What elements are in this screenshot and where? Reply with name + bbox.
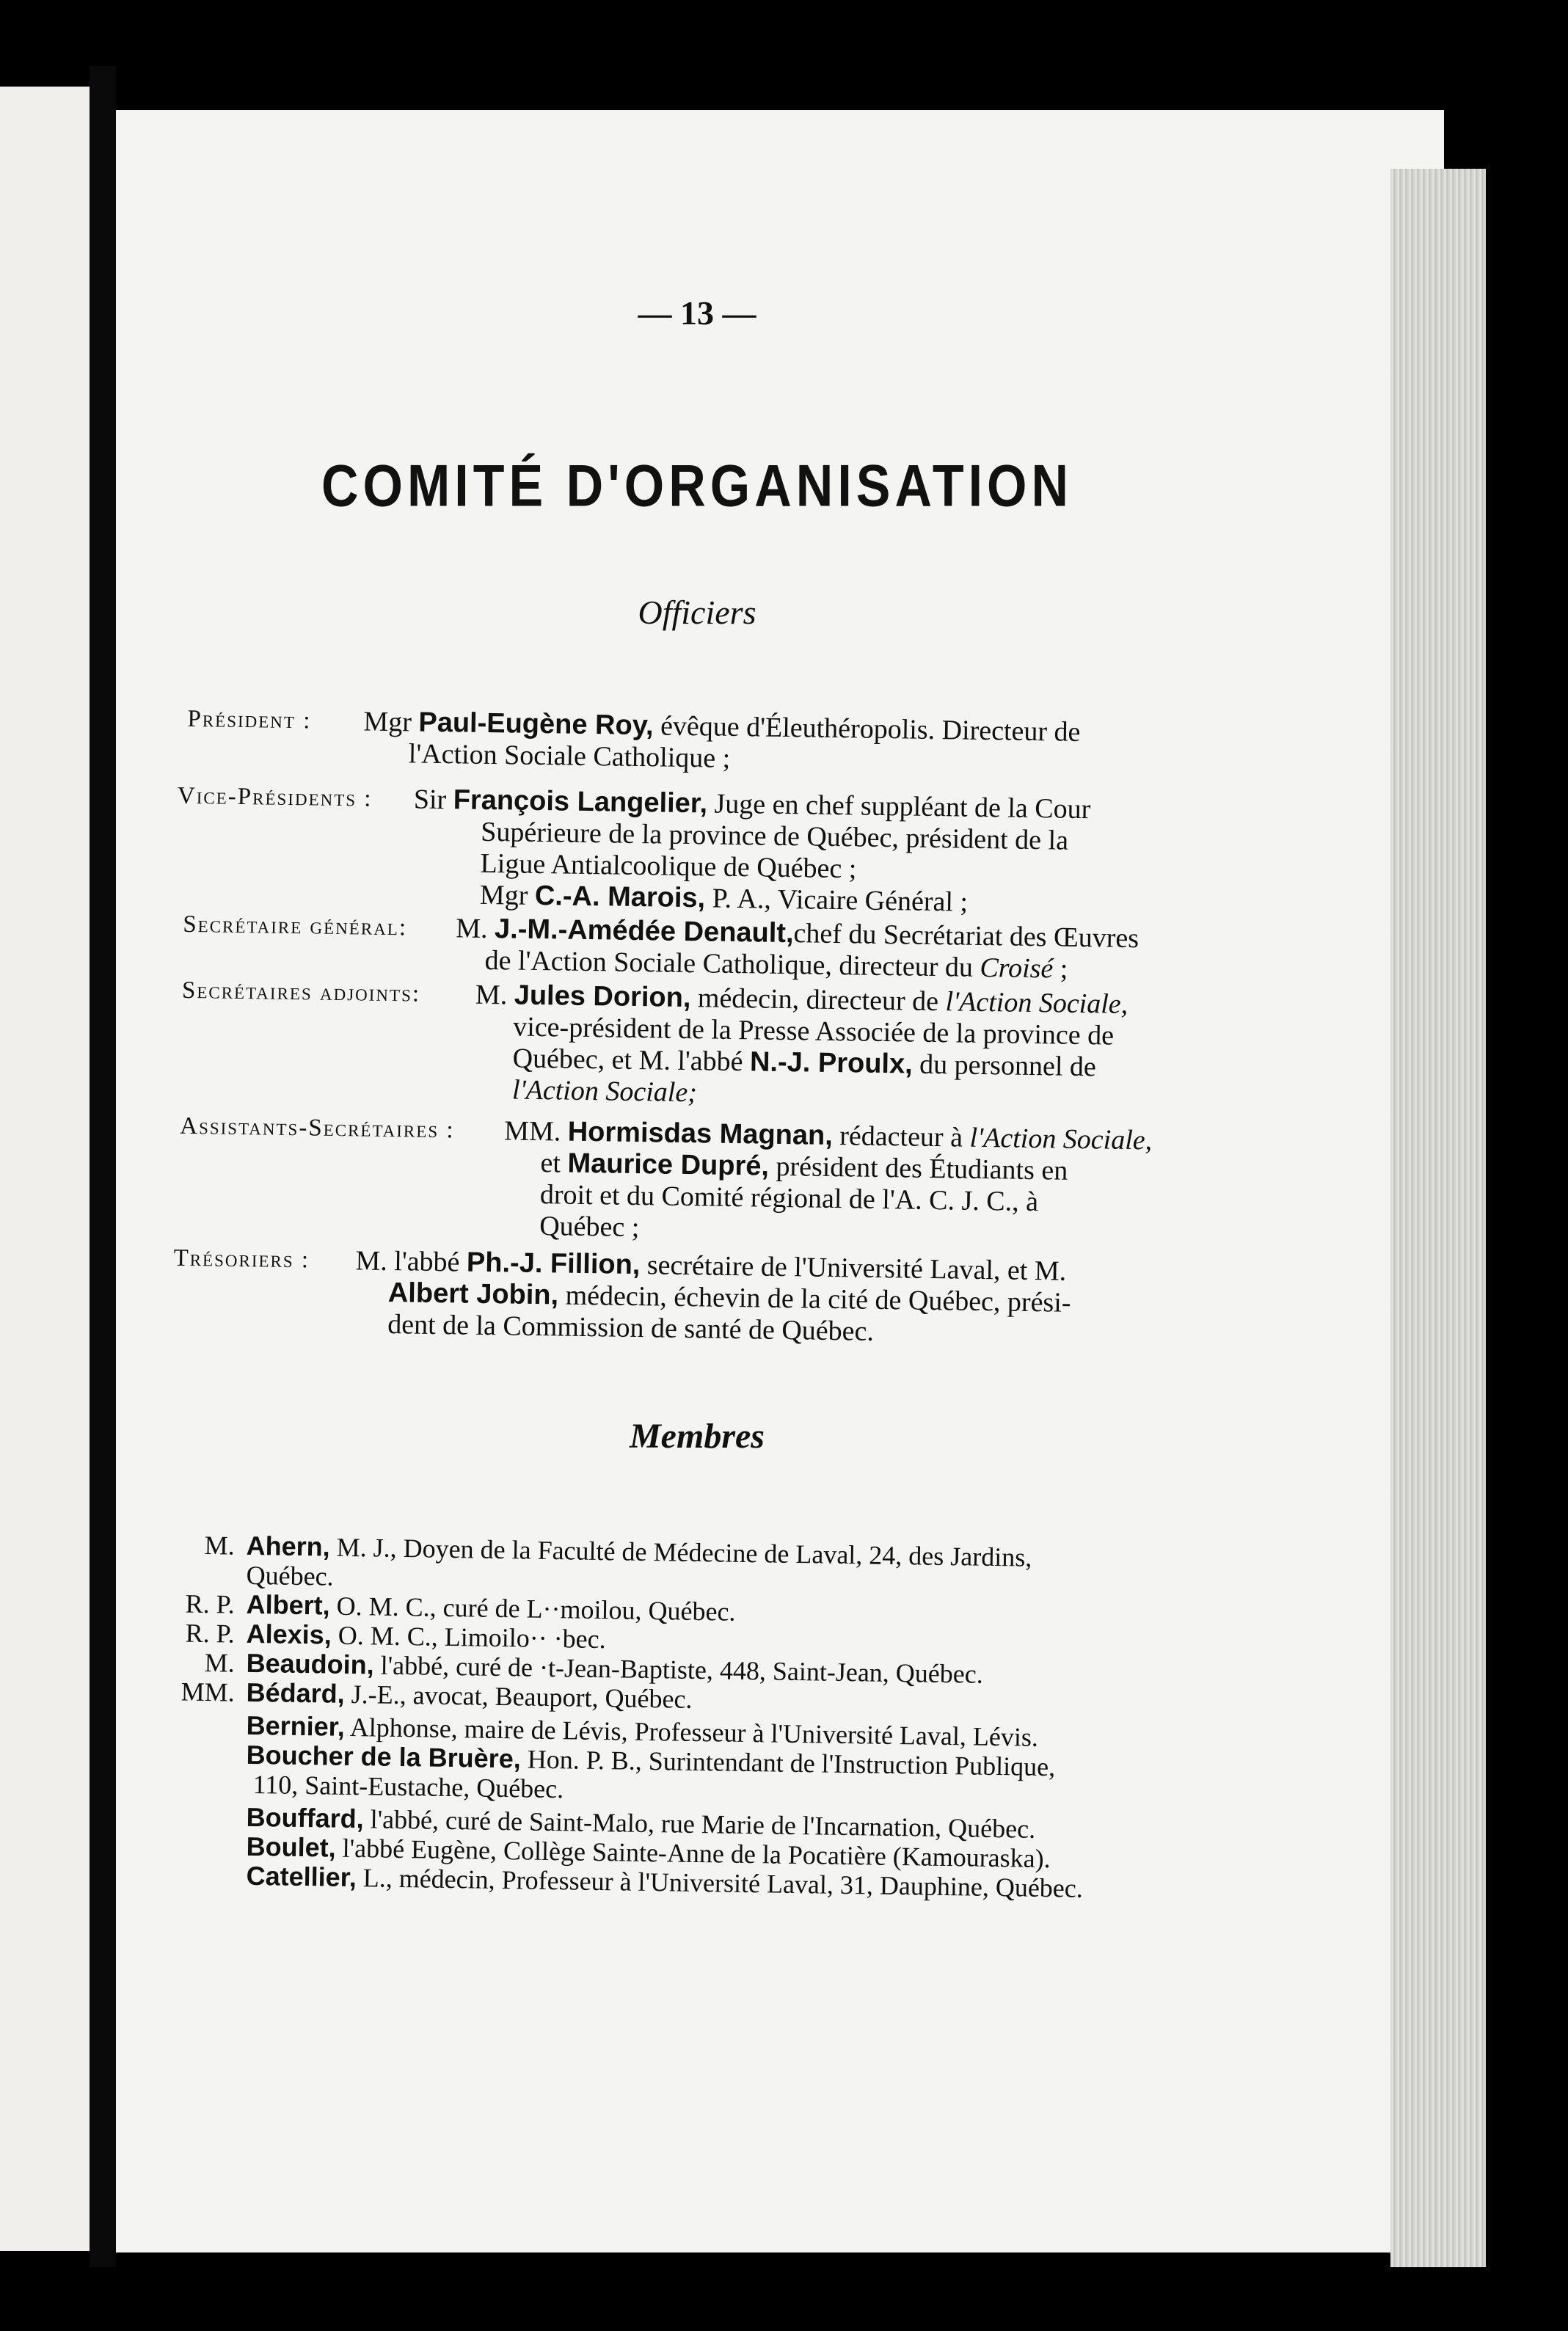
text-run: droit et du Comité régional de l'A. C. J. C., à [539,1179,1039,1218]
text-run: secrétaire de l'Université Laval, et M. [640,1250,1067,1287]
text-run: Supérieure de la province de Québec, président de la [480,816,1069,856]
italic-text: Croisé [980,952,1054,985]
name-bold: Maurice Dupré, [567,1148,770,1182]
text-run: l'abbé Eugène, Collège Sainte-Anne de la Pocatière (Kamouraska). [335,1833,1051,1874]
text-run: Ligue Antialcoolique de Québec ; [480,847,857,885]
text-run: du personnel de [912,1048,1097,1083]
text-run: O. M. C., Limoilo·· ·bec. [331,1620,606,1655]
name-bold: N.-J. Proulx, [749,1046,914,1080]
name-bold: J.-M.-Amédée Denault, [494,913,794,949]
text-run: l'abbé, curé de ·t-Jean-Baptiste, 448, Saint-Jean, Québec. [373,1650,984,1689]
officer-role: Secrétaire général: [183,911,408,941]
name-bold: François Langelier, [453,784,708,820]
page-number: — 13 — [638,294,756,332]
text-run: Mgr [479,879,536,911]
name-bold: Bernier, [246,1710,346,1742]
name-bold: Boulet, [246,1831,336,1863]
name-bold: C.-A. Marois, [534,880,706,914]
text-run: Québec. [246,1560,334,1591]
italic-text: l'Action Sociale, [945,986,1128,1020]
name-bold: Albert Jobin, [387,1277,559,1311]
text-run: Québec ; [539,1211,640,1244]
name-bold: Ph.-J. Fillion, [466,1247,641,1281]
member-prefix [154,1733,235,1734]
text-run: Mgr [363,706,419,738]
text-run: et [540,1148,568,1179]
text-run: Alphonse, maire de Lévis, Professeur à l'Université Laval, Lévis. [344,1712,1039,1752]
name-bold: Boucher de la Bruère, [246,1739,522,1774]
text-run: Sir [413,784,454,816]
text-run: médecin, échevin de la cité de Québec, prési- [558,1280,1071,1318]
member-prefix [154,1762,235,1764]
officer-role: Vice-Présidents : [177,782,373,812]
text-run: évêque d'Éleuthéropolis. Directeur de [653,710,1081,748]
member-prefix [154,1854,235,1856]
member-entry [153,1768,564,1803]
name-bold: Paul-Eugène Roy, [418,707,654,742]
text-run: Juge en chef suppléant de la Cour [707,788,1091,825]
name-bold: Bédard, [246,1677,346,1709]
italic-text: l'Action Sociale, [969,1122,1153,1156]
text-run: MM. [503,1115,569,1148]
text-run: 110, Saint-Eustache, Québec. [246,1769,564,1804]
name-bold: Catellier, [246,1860,357,1893]
officers-heading: Officiers [638,594,756,631]
text-run: l'Action Sociale Catholique ; [408,738,731,774]
member-prefix: R. P. [185,1618,235,1649]
text-run: O. M. C., curé de L··moilou, Québec. [329,1591,736,1627]
page-stack-edge [1390,169,1486,2267]
name-bold: Albert, [246,1588,331,1621]
page-title: COMITÉ D'ORGANISATION [321,453,1073,519]
officer-role: Secrétaires adjoints: [181,977,421,1007]
text-run: L., médecin, Professeur à l'Université Laval, 31, Dauphine, Québec. [356,1863,1084,1903]
text-run: Québec, et M. l'abbé [512,1043,751,1078]
text-run: Hon. P. B., Surintendant de l'Instruction Publique, [520,1744,1056,1782]
member-prefix [154,1792,235,1793]
member-entry [153,1559,334,1591]
text-run: de l'Action Sociale Catholique, directeur du [484,944,980,983]
member-prefix: R. P. [185,1588,235,1619]
text-run: président des Étudiants en [768,1150,1068,1186]
officer-role: Trésoriers : [173,1244,310,1274]
name-bold: Bouffard, [246,1801,364,1834]
member-prefix [154,1883,235,1885]
text-run: J.-E., avocat, Beauport, Québec. [344,1679,693,1714]
text-run: l'abbé, curé de Saint-Malo, rue Marie de l'Incarnation, Québec. [363,1804,1036,1844]
text-run: dent de la Commission de santé de Québec. [387,1309,875,1347]
members-heading: Membres [630,1417,765,1456]
name-bold: Jules Dorion, [514,980,691,1014]
officer-role: Président : [187,705,312,734]
text-run: P. A., Vicaire Général ; [704,883,969,918]
text-run: vice-président de la Presse Associée de la province de [513,1011,1115,1051]
text-run: M. [475,979,515,1011]
text-run: M. l'abbé [355,1245,467,1278]
member-prefix: MM. [180,1677,235,1707]
member-prefix: M. [204,1531,235,1561]
text-run: rédacteur à [832,1120,970,1153]
name-bold: Hormisdas Magnan, [567,1116,834,1152]
name-bold: Ahern, [246,1530,331,1562]
text-run: ; [1053,953,1068,985]
member-prefix [154,1583,235,1584]
text-run: médecin, directeur de [690,982,946,1018]
text-run: M. J., Doyen de la Faculté de Médecine de Laval, 24, des Jardins, [329,1532,1032,1572]
italic-text: l'Action Sociale; [511,1074,698,1109]
text-run: chef du Secrétariat des Œuvres [793,918,1139,955]
member-prefix: M. [204,1648,235,1678]
text-run: M. [455,913,495,945]
name-bold: Alexis, [246,1618,332,1650]
officer-role: Assistants-Secrétaires : [179,1112,455,1144]
member-prefix [154,1825,235,1826]
name-bold: Beaudoin, [246,1647,374,1680]
